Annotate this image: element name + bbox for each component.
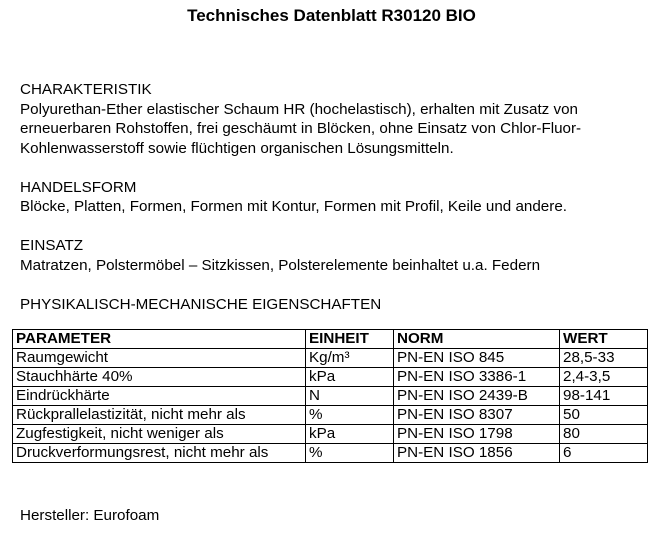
table-row (13, 349, 648, 368)
header-norm: NORM (394, 330, 560, 349)
document-title: Technisches Datenblatt R30120 BIO (187, 6, 476, 25)
cell-norm: PN-EN ISO 2439-B (394, 387, 560, 406)
cell-norm: PN-EN ISO 845 (394, 349, 560, 368)
section-handelsform (20, 178, 660, 217)
cell-parameter: Eindrückhärte (13, 387, 306, 406)
cell-wert: 98-141 (560, 387, 648, 406)
cell-norm: PN-EN ISO 3386-1 (394, 368, 560, 387)
table-row (13, 387, 648, 406)
table-row (13, 368, 648, 387)
cell-parameter: Raumgewicht (13, 349, 306, 368)
cell-einheit: kPa (306, 368, 394, 387)
section-line: Polyurethan-Ether elastischer Schaum HR (hochelastisch), erhalten mit Zusatz von (20, 100, 578, 118)
section-line: Kohlenwasserstoff sowie flüchtigen organischen Lösungsmitteln. (20, 139, 454, 157)
table-header-row (13, 330, 648, 349)
cell-wert: 50 (560, 406, 648, 425)
cell-norm: PN-EN ISO 1798 (394, 425, 560, 444)
cell-einheit: % (306, 444, 394, 463)
cell-einheit: N (306, 387, 394, 406)
cell-parameter: Druckverformungsrest, nicht mehr als (13, 444, 306, 463)
table-row (13, 444, 648, 463)
section-line: erneuerbaren Rohstoffen, frei geschäumt in Blöcken, ohne Einsatz von Chlor-Fluor- (20, 120, 582, 137)
cell-norm: PN-EN ISO 8307 (394, 406, 560, 425)
cell-einheit: Kg/m³ (306, 349, 394, 368)
header-einheit: EINHEIT (306, 330, 394, 349)
header-wert: WERT (560, 330, 648, 349)
table-row (13, 406, 648, 425)
header-parameter: PARAMETER (13, 330, 306, 349)
cell-wert: 80 (560, 425, 648, 444)
table-heading: PHYSIKALISCH-MECHANISCHE EIGENSCHAFTEN (20, 295, 382, 313)
cell-norm: PN-EN ISO 1856 (394, 444, 560, 463)
section-line: Blöcke, Platten, Formen, Formen mit Kontur, Formen mit Profil, Keile und andere. (20, 198, 567, 215)
cell-einheit: % (306, 406, 394, 425)
manufacturer-note: Hersteller: Eurofoam (20, 507, 160, 524)
section-properties (20, 295, 660, 315)
section-heading: HANDELSFORM (20, 178, 137, 196)
document-body (20, 80, 660, 334)
cell-parameter: Rückprallelastizität, nicht mehr als (13, 406, 306, 425)
cell-wert: 28,5-33 (560, 349, 648, 368)
section-einsatz (20, 236, 660, 275)
cell-parameter: Stauchhärte 40% (13, 368, 306, 387)
cell-einheit: kPa (306, 425, 394, 444)
section-line: Matratzen, Polstermöbel – Sitzkissen, Polsterelemente beinhaltet u.a. Federn (20, 256, 541, 274)
section-charakteristik (20, 80, 660, 158)
cell-wert: 2,4-3,5 (560, 368, 648, 387)
table-row (13, 425, 648, 444)
properties-table (12, 329, 648, 463)
section-heading: CHARAKTERISTIK (20, 81, 152, 98)
cell-wert: 6 (560, 444, 648, 463)
properties-table-wrapper (12, 329, 648, 463)
cell-parameter: Zugfestigkeit, nicht weniger als (13, 425, 306, 444)
section-heading: EINSATZ (20, 237, 84, 254)
